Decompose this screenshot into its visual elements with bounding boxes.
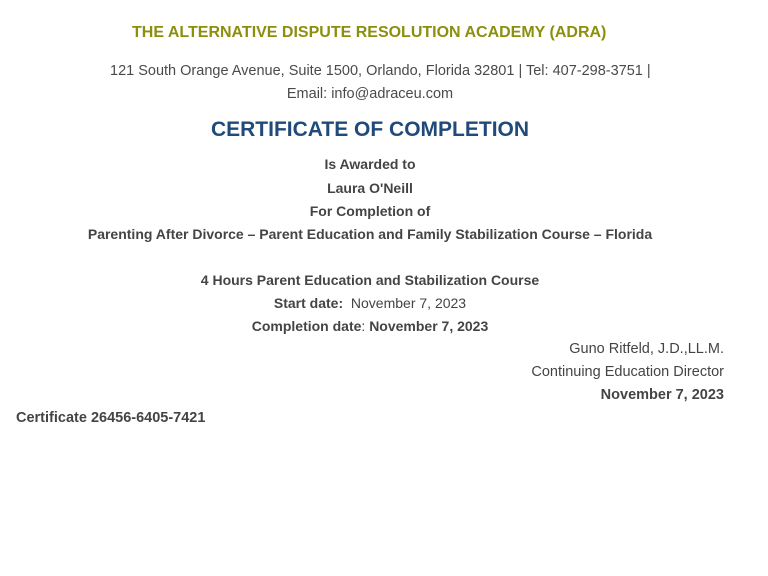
completion-date-row: [0, 318, 740, 334]
course-name: Parenting After Divorce – Parent Education and Family Stabilization Course – Florida: [87, 226, 653, 242]
signatory-name: Guno Ritfeld, J.D.,LL.M.: [569, 341, 724, 357]
start-date-label: Start date:: [273, 295, 344, 311]
organization-name: THE ALTERNATIVE DISPUTE RESOLUTION ACADEMY (ADRA): [132, 24, 607, 41]
signatory-role: Continuing Education Director: [531, 364, 724, 380]
completion-date-separator: :: [361, 318, 370, 334]
start-date-text: November 7, 2023: [350, 295, 467, 311]
signature-date: November 7, 2023: [600, 387, 724, 403]
start-date-value: [347, 295, 466, 311]
awarded-label: Is Awarded to: [324, 156, 416, 172]
completion-for-label: For Completion of: [309, 203, 431, 219]
completion-date-value: November 7, 2023: [369, 318, 489, 334]
organization-address: 121 South Orange Avenue, Suite 1500, Orlando, Florida 32801 | Tel: 407-298-3751 |: [110, 63, 651, 79]
certificate-title: CERTIFICATE OF COMPLETION: [210, 118, 530, 141]
recipient-name: Laura O'Neill: [327, 180, 413, 196]
completion-date-label: Completion date: [251, 318, 362, 334]
organization-email: Email: info@adraceu.com: [286, 86, 454, 102]
certificate-number: Certificate 26456-6405-7421: [16, 410, 206, 426]
start-date-row: [0, 295, 740, 311]
course-hours: 4 Hours Parent Education and Stabilization Course: [200, 272, 540, 288]
